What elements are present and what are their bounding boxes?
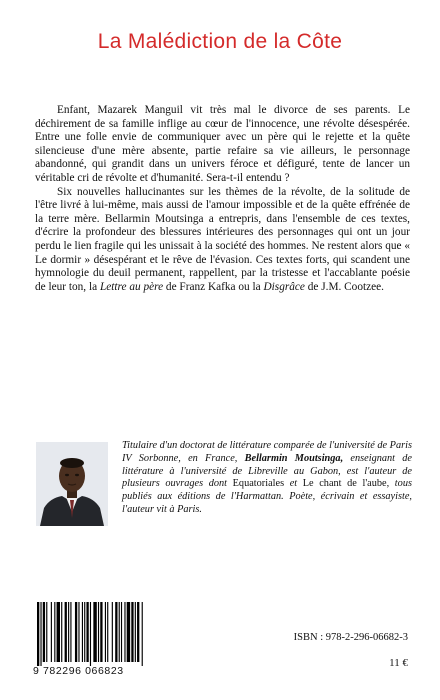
barcode-bar: [78, 602, 79, 662]
reference-disgrace: Disgrâce: [263, 280, 305, 293]
barcode-bar: [98, 602, 99, 662]
blurb-paragraph-2-mid: de Franz Kafka ou la: [163, 280, 264, 293]
barcode-bar: [100, 602, 102, 662]
barcode-bar: [142, 602, 143, 666]
barcode-bar: [115, 602, 117, 662]
book-title: La Malédiction de la Côte: [97, 30, 343, 53]
barcode-bar: [70, 602, 71, 662]
barcode-bar: [46, 602, 47, 662]
author-photo: [36, 442, 108, 526]
work-title-le-chant-de-l-aube: Le chant de l'aube: [302, 478, 387, 490]
barcode-bar: [90, 602, 91, 666]
barcode-number: 9 782296 066823: [33, 665, 124, 677]
barcode-bar: [86, 602, 88, 662]
barcode-bar: [121, 602, 122, 662]
barcode-bar: [65, 602, 67, 662]
barcode-bar: [57, 602, 60, 662]
bio-end: , tous publiés aux éditions de l'Harmattan. Poète, écrivain et essayiste, l'auteur vit à Paris.: [122, 478, 412, 515]
barcode-bar: [107, 602, 108, 662]
bio-and: et: [284, 478, 303, 490]
barcode-bar: [127, 602, 130, 662]
barcode-bar: [61, 602, 62, 662]
barcode-bar: [131, 602, 133, 662]
barcode-bar: [135, 602, 136, 662]
barcode-bar: [105, 602, 106, 662]
back-cover-blurb: [35, 104, 410, 294]
blurb-paragraph-1: Enfant, Mazarek Manguil vit très mal le divorce de ses parents. Le déchirement de sa famille inflige au cœur de l'innocence, une révolte désespérée. Entre une folle envie de communiquer avec un père qui le rejette et la quête silencieuse d'une mère absente, partie refaire sa vie ailleurs, le personnage abandonné, qui grandit dans un univers féroce et défiguré, tente de lancer un véritable cri de révolte et d'humanité. Sera-t-il entendu ?: [35, 104, 410, 184]
reference-lettre-au-pere: Lettre au père: [99, 280, 164, 293]
barcode-bar: [75, 602, 77, 662]
barcode-bar: [40, 602, 41, 666]
barcode-bar: [124, 602, 125, 662]
barcode-bar: [68, 602, 69, 662]
bio-middle: enseignant de littérature à l'université de Libreville au Gabon, est l'auteur de plusieurs ouvrages dont: [122, 452, 412, 490]
barcode-bar: [54, 602, 55, 662]
barcode-bar: [93, 602, 96, 662]
work-title-equatoriales: Equatoriales: [232, 478, 285, 490]
isbn: ISBN : 978-2-296-06682-3: [293, 632, 408, 643]
barcode-bar: [119, 602, 120, 662]
barcode-bar: [37, 602, 39, 666]
barcode-bar: [82, 602, 83, 662]
barcode-bar: [51, 602, 52, 662]
barcode: [35, 602, 153, 666]
barcode-bar: [137, 602, 139, 662]
bio-intro: Titulaire d'un doctorat de littérature comparée de l'université de Paris IV Sorbonne, en France,: [122, 440, 412, 464]
blurb-paragraph-2-end: de J.M. Cootzee.: [304, 280, 384, 293]
price: 11 €: [389, 657, 408, 669]
author-name: Bellarmin Moutsinga,: [244, 452, 344, 464]
barcode-bar: [43, 602, 45, 662]
author-portrait-icon: [36, 442, 108, 526]
author-biography: [122, 440, 412, 517]
barcode-bar: [84, 602, 85, 662]
blurb-paragraph-2-text: Six nouvelles hallucinantes sur les thèmes de la révolte, de la solitude de l'être livré à lui-même, mais aussi de l'amour impossible et de la quête effrénée de la terre mère. Bellarmin Moutsinga a entrepris, dans l'ensemble de ces textes, d'écrire la profondeur des blessures intérieures des personnages qui ont un jour perdu le lien fragile qui les unissait à la société des hommes. Ne restent alors que « Le dormir » désespérant et le rêve de l'évasion. Ces textes forts, qui scandent une hymnologie du deuil permanent, rappellent, par la tristesse et l'accablante poésie de leur ton, la: [35, 185, 410, 293]
blurb-paragraph-2: [35, 186, 410, 295]
barcode-bar: [112, 602, 113, 662]
